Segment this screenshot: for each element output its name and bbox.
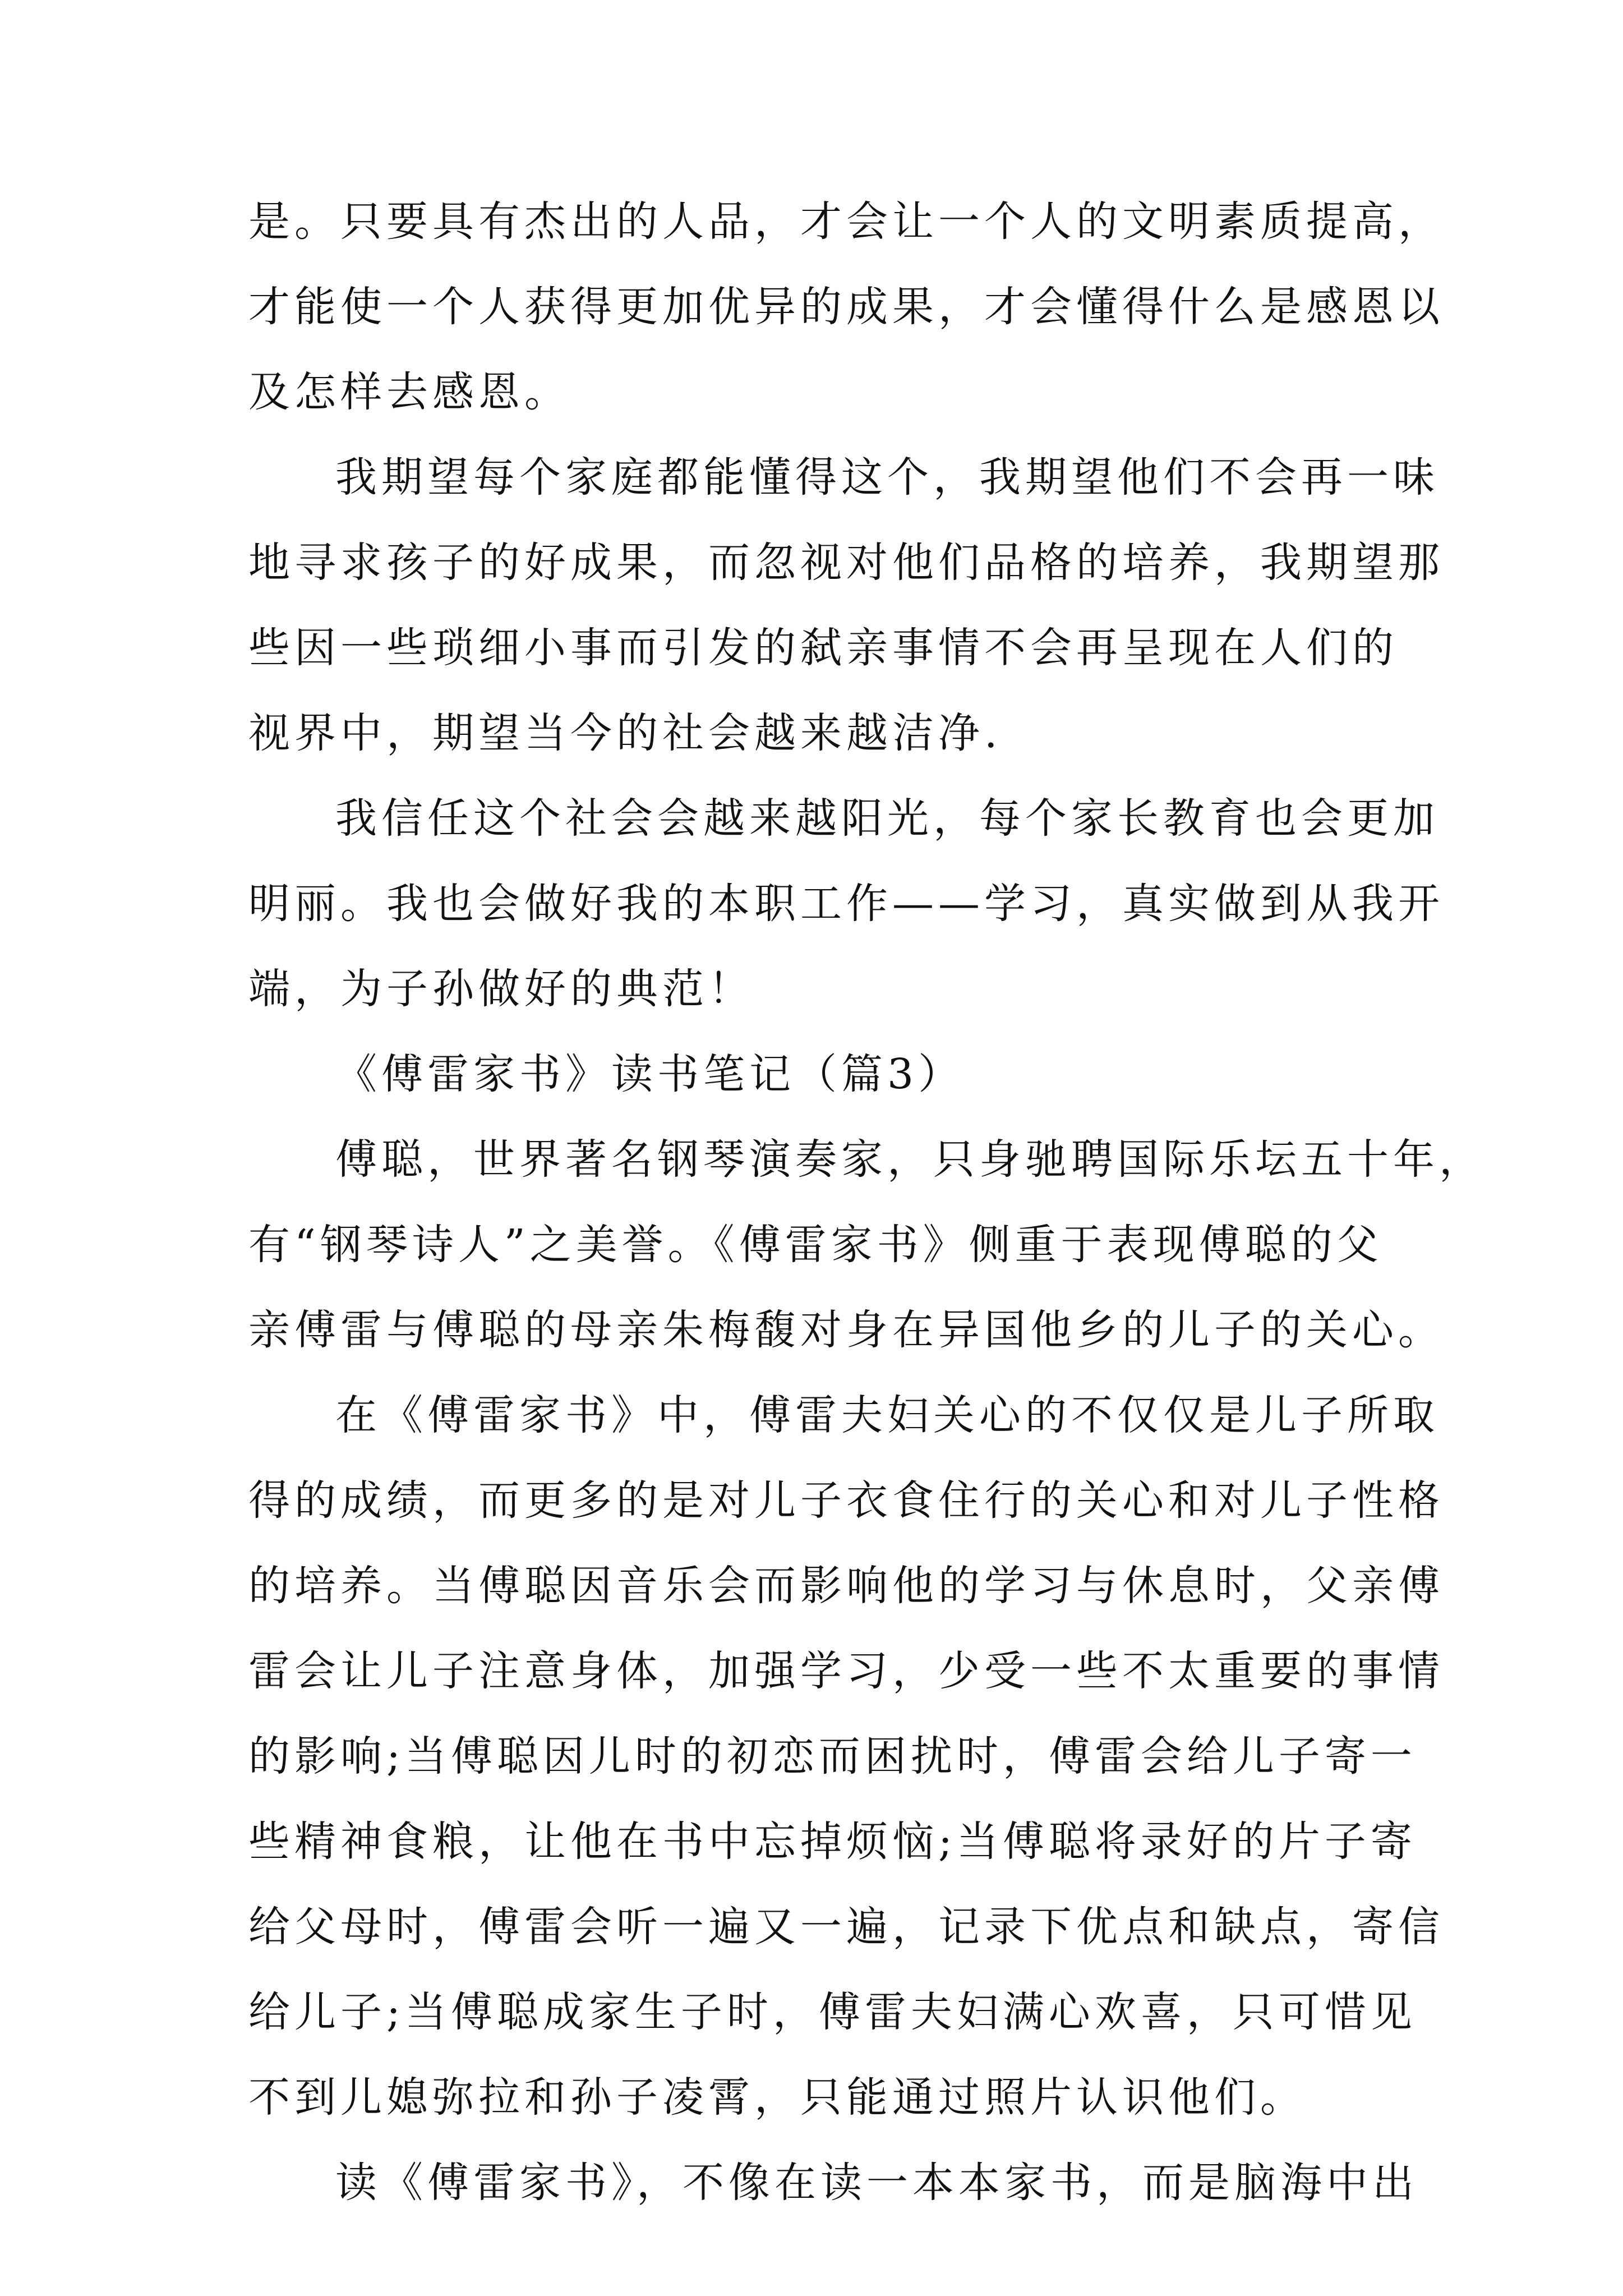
- text-line: 不到儿媳弥拉和孙子凌霄，只能通过照片认识他们。: [248, 2073, 1306, 2122]
- text-line: 亲傅雷与傅聪的母亲朱梅馥对身在异国他乡的儿子的关心。: [248, 1306, 1444, 1354]
- text-line: 雷会让儿子注意身体，加强学习，少受一些不太重要的事情: [248, 1647, 1444, 1695]
- text-line: 有“钢琴诗人”之美誉。《傅雷家书》侧重于表现傅聪的父: [248, 1221, 1383, 1269]
- text-line: 及怎样去感恩。: [248, 368, 570, 416]
- text-line: 的培养。当傅聪因音乐会而影响他的学习与休息时，父亲傅: [248, 1562, 1444, 1610]
- text-line: 端，为子孙做好的典范！: [248, 965, 754, 1013]
- text-line: 地寻求孩子的好成果，而忽视对他们品格的培养，我期望那: [248, 539, 1444, 587]
- text-line: 些因一些琐细小事而引发的弑亲事情不会再呈现在人们的: [248, 624, 1398, 672]
- text-line: 给父母时，傅雷会听一遍又一遍，记录下优点和缺点，寄信: [248, 1903, 1444, 1951]
- paragraph-start-line: 我期望每个家庭都能懂得这个，我期望他们不会再一味: [335, 453, 1439, 501]
- paragraph-start-line: 傅聪，世界著名钢琴演奏家，只身驰聘国际乐坛五十年，: [335, 1135, 1485, 1184]
- paragraph-start-line: 我信任这个社会会越来越阳光，每个家长教育也会更加: [335, 794, 1439, 843]
- text-line: 些精神食粮，让他在书中忘掉烦恼;当傅聪将录好的片子寄: [248, 1818, 1417, 1866]
- text-line: 给儿子;当傅聪成家生子时，傅雷夫妇满心欢喜，只可惜见: [248, 1988, 1417, 2036]
- text-line: 得的成绩，而更多的是对儿子衣食住行的关心和对儿子性格: [248, 1476, 1444, 1525]
- text-line: 是。只要具有杰出的人品，才会让一个人的文明素质提高，: [248, 197, 1444, 246]
- paragraph-start-line: 在《傅雷家书》中，傅雷夫妇关心的不仅仅是儿子所取: [335, 1391, 1439, 1439]
- section-title: 《傅雷家书》读书笔记（篇3）: [335, 1050, 965, 1098]
- text-line: 才能使一个人获得更加优异的成果，才会懂得什么是感恩以: [248, 283, 1444, 331]
- text-line: 明丽。我也会做好我的本职工作——学习，真实做到从我开: [248, 880, 1444, 928]
- text-line: 视界中，期望当今的社会越来越洁净.: [248, 709, 1002, 757]
- paragraph-start-line: 读《傅雷家书》，不像在读一本本家书，而是脑海中出: [335, 2159, 1418, 2207]
- text-line: 的影响;当傅聪因儿时的初恋而困扰时，傅雷会给儿子寄一: [248, 1732, 1417, 1780]
